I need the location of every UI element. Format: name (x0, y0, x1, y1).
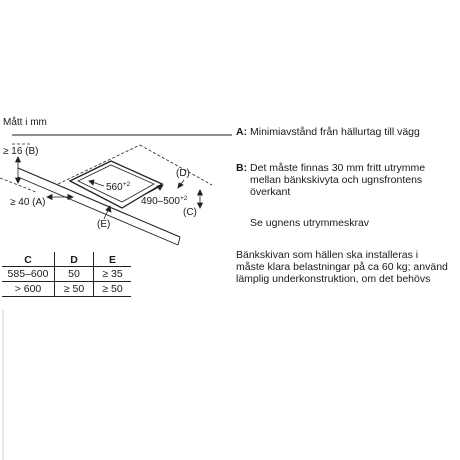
note-b (236, 163, 425, 175)
e-dimension-marker (104, 206, 111, 219)
width-dimension-marker (89, 180, 104, 186)
table-cell: > 600 (2, 282, 55, 297)
note-b-line2: mellan bänkskivyta och ugnsfrontens (250, 174, 423, 186)
label-e: (E) (97, 219, 111, 230)
table-row (2, 267, 131, 282)
load-line1: Bänkskivan som hällen ska installeras i (236, 249, 419, 261)
table-cell: 585–600 (2, 267, 55, 282)
table-row (2, 282, 131, 297)
note-b-line3: överkant (250, 186, 291, 198)
label-a: ≥ 40 (A) (10, 197, 46, 208)
label-d: (D) (176, 168, 190, 179)
table-header: E (94, 252, 132, 267)
table-header-row (2, 252, 131, 267)
oven-note: Se ugnens utrymmeskrav (250, 217, 370, 229)
width-value: $560^{+2}$ (106, 181, 131, 193)
b-dimension-marker (16, 157, 21, 183)
table-header: D (55, 252, 94, 267)
dimension-table (2, 252, 131, 297)
label-b: ≥ 16 (B) (3, 146, 39, 157)
load-line3: lämplig underkonstruktion, om det behövs (236, 273, 431, 285)
table-cell: 50 (55, 267, 94, 282)
load-line2: måste klara belastningar på ca 60 kg; använd (236, 261, 448, 273)
unit-label: Mått i mm (3, 117, 47, 128)
label-c: (C) (183, 207, 197, 218)
depth-dimension-marker (142, 185, 163, 196)
table-cell: ≥ 50 (94, 282, 132, 297)
note-a-text: Minimiavstånd från hällurtag till vägg (250, 126, 420, 138)
note-b-line1: Det måste finnas 30 mm fritt utrymme (250, 162, 426, 174)
c-dimension-marker (198, 190, 203, 208)
note-a (236, 127, 420, 139)
note-a-key: A: (236, 126, 248, 138)
table-header: C (2, 252, 55, 267)
note-b-key: B: (236, 162, 248, 174)
table-cell: ≥ 50 (55, 282, 94, 297)
depth-value: $490-500^{+2}$ (141, 195, 188, 207)
table-cell: ≥ 35 (94, 267, 132, 282)
d-dimension-marker (178, 180, 184, 188)
